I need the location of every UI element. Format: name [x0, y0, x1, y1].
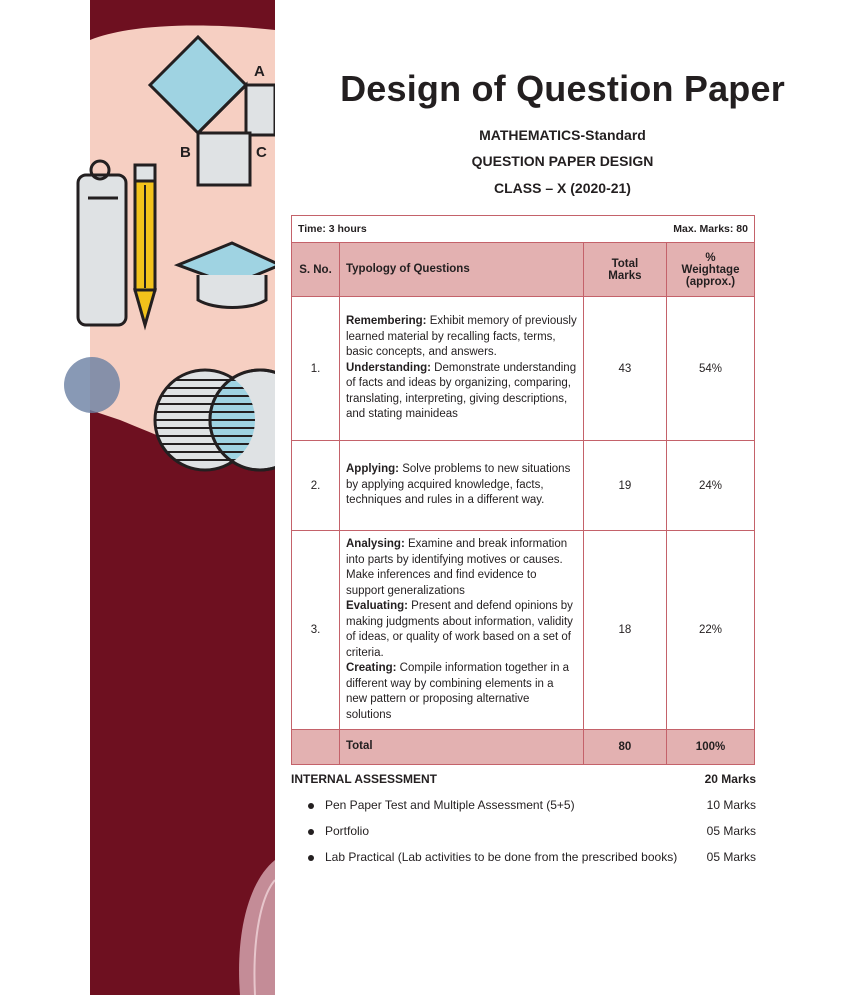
pencil-icon: [135, 165, 155, 325]
header-typology: Typology of Questions: [339, 243, 583, 297]
label-a: A: [254, 63, 265, 80]
total-row: [292, 730, 755, 765]
header-weightage: [667, 243, 755, 297]
row-typology: [339, 441, 583, 531]
notepad-icon: [78, 161, 126, 325]
table-row: [292, 297, 755, 441]
label-b: B: [180, 144, 191, 161]
row-sno: 3.: [292, 531, 340, 730]
assessment-item-label: Portfolio: [325, 824, 370, 838]
bullet-icon: [308, 829, 314, 835]
row-weight: 24%: [667, 441, 755, 531]
assessment-item-marks: 05 Marks: [706, 824, 756, 838]
assessment-item-marks: 10 Marks: [706, 798, 756, 812]
row-sno: 1.: [292, 297, 340, 441]
typology-heading: Remembering:: [345, 315, 427, 328]
typology-heading: Analysing:: [345, 538, 405, 550]
bullet-icon: [308, 855, 314, 861]
table-row: [292, 531, 755, 730]
document-page: [275, 0, 850, 995]
label-c: C: [256, 144, 267, 161]
row-typology: [339, 297, 583, 441]
row-marks: 19: [583, 441, 666, 531]
subject-line: MATHEMATICS-Standard: [479, 127, 646, 143]
header-weight-line1: %: [705, 251, 716, 264]
typology-text: Present and defend opinions by making judgments about information, validity of ideas, or quality of work based on a set of criteria.: [345, 600, 573, 659]
bullet-icon: [308, 803, 314, 809]
table-row: [292, 441, 755, 531]
assessment-item-label: Pen Paper Test and Multiple Assessment (5+5): [325, 798, 575, 812]
list-item: [291, 798, 756, 816]
total-label: Total: [339, 730, 583, 765]
header-total-line1: Total: [611, 257, 639, 270]
total-marks: 80: [583, 730, 666, 765]
row-marks: 18: [583, 531, 666, 730]
row-sno: 2.: [292, 441, 340, 531]
typology-text: Compile information together in a different way by combining elements in a new pattern or proposing alternative solutions: [345, 662, 570, 721]
list-item: [291, 850, 756, 868]
max-marks-label: Max. Marks: 80: [673, 223, 748, 235]
total-empty-cell: [292, 730, 340, 765]
time-label: Time: 3 hours: [298, 223, 367, 235]
cover-art-panel: [0, 0, 275, 995]
subtitle-line: QUESTION PAPER DESIGN: [471, 153, 654, 169]
table-meta-row: [292, 216, 755, 243]
typology-text: Demonstrate understanding of facts and ideas by organizing, comparing, translating, interpreting, giving descriptions, and stating mainideas: [345, 361, 577, 421]
row-marks: 43: [583, 297, 666, 441]
typology-text: Examine and break information into parts by identifying motives or causes. Make inferences and find evidence to support generalizations: [345, 538, 568, 597]
table-header-row: [292, 243, 755, 297]
row-weight: 22%: [667, 531, 755, 730]
venn-diagram-icon: [150, 370, 275, 470]
header-weight-line2: Weightage: [681, 263, 740, 276]
decorative-illustration: [0, 0, 275, 995]
row-typology: [339, 531, 583, 730]
typology-text: Solve problems to new situations by applying acquired knowledge, facts, techniques and rules in a different way.: [345, 463, 571, 507]
typology-heading: Understanding:: [345, 361, 431, 374]
class-line: CLASS – X (2020-21): [494, 180, 631, 196]
header-weight-line3: (approx.): [685, 275, 736, 288]
header-total-marks: [583, 243, 666, 297]
typology-text: Exhibit memory of previously learned material by recalling facts, terms, basic concepts, and answers.: [345, 315, 577, 359]
typology-heading: Evaluating:: [345, 600, 408, 612]
typology-heading: Creating:: [345, 662, 397, 674]
typology-heading: Applying:: [345, 463, 400, 476]
assessment-item-label: Lab Practical (Lab activities to be done from the prescribed books): [325, 850, 678, 864]
page-title: Design of Question Paper: [340, 68, 785, 109]
header-sno: S. No.: [292, 243, 340, 297]
total-weight: 100%: [667, 730, 755, 765]
internal-assessment-title: INTERNAL ASSESSMENT: [291, 772, 438, 786]
list-item: [291, 824, 756, 842]
internal-assessment-header: [291, 772, 756, 790]
internal-assessment-total: 20 Marks: [704, 772, 756, 786]
row-weight: 54%: [667, 297, 755, 441]
question-design-table: [291, 215, 755, 765]
assessment-item-marks: 05 Marks: [706, 850, 756, 864]
header-total-line2: Marks: [608, 269, 642, 282]
